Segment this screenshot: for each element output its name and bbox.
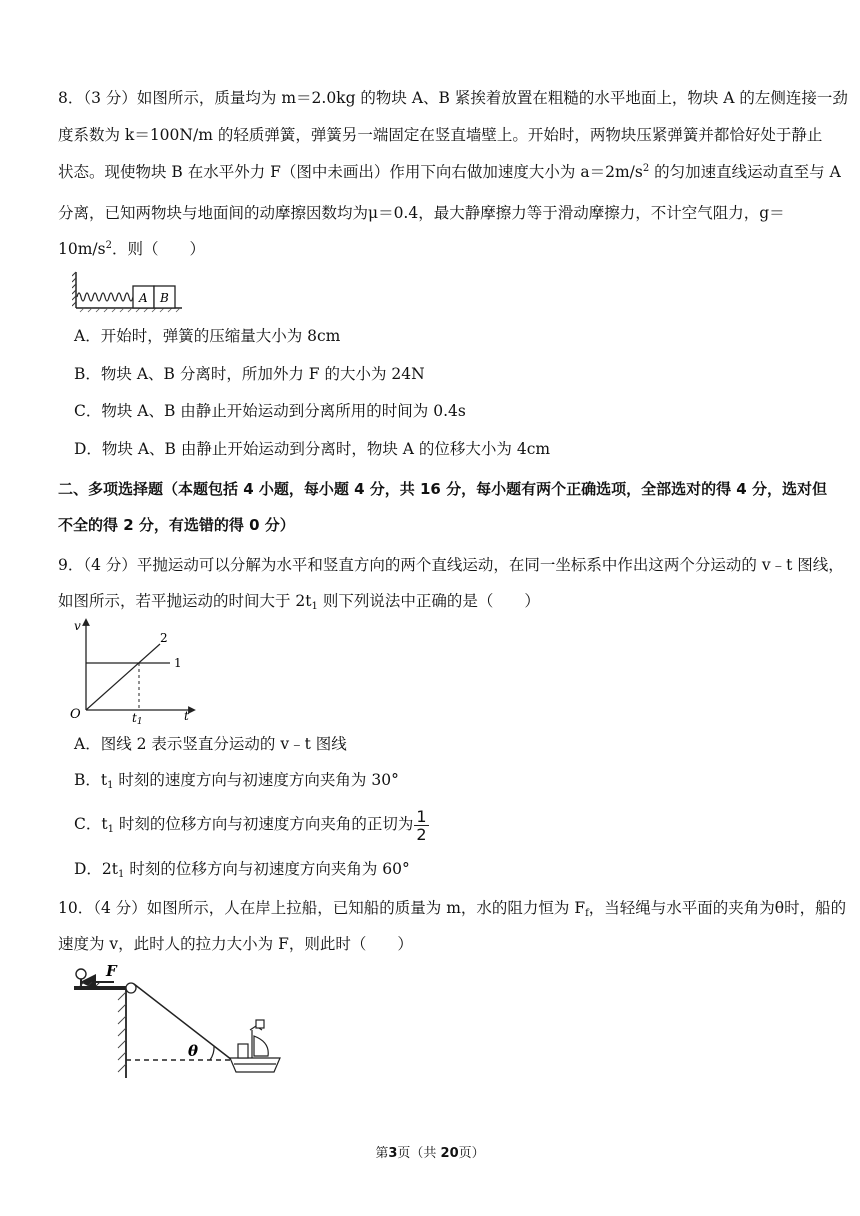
- q9-option-a: A．图线 2 表示竖直分运动的 v﹣t 图线: [74, 735, 347, 753]
- block-b-label: B: [160, 291, 169, 305]
- q10-line-1: 10．（4 分）如图所示，人在岸上拉船，已知船的质量为 m，水的阻力恒为 $F_f$，当轻绳与水平面的夹角为θ时，船的: [58, 899, 847, 919]
- q9-vt-graph: [68, 616, 198, 724]
- block-a-label: A: [139, 291, 148, 305]
- q8-option-a: A．开始时，弹簧的压缩量大小为 8cm: [74, 327, 341, 345]
- q8-option-b: B．物块 A、B 分离时，所加外力 F 的大小为 24N: [74, 365, 425, 383]
- q8-option-c: C．物块 A、B 由静止开始运动到分离所用的时间为 0.4s: [74, 402, 466, 420]
- q8-spring-figure: [72, 270, 184, 314]
- force-label: F: [106, 962, 117, 980]
- q9-option-b: B．$t_1$ 时刻的速度方向与初速度方向夹角为 30°: [74, 771, 399, 791]
- line-2-label: 2: [160, 631, 168, 645]
- angle-label: θ: [188, 1042, 199, 1060]
- q8-line-3: 状态。现使物块 B 在水平外力 F（图中未画出）作用下向右做加速度大小为 $a=2m/s^2$ 的匀加速直线运动直至与 A: [58, 163, 841, 181]
- wall-hatching: [72, 272, 76, 308]
- rope: [134, 984, 232, 1060]
- wall-hatching: [118, 992, 126, 1072]
- fraction-one-half: $\frac{1}{2}$: [416, 806, 427, 844]
- q8-line-5: $10m/s^2$．则（ ）: [58, 240, 205, 258]
- q8-line-4: 分离，已知两物块与地面间的动摩擦因数均为μ＝0.4，最大静摩擦力等于滑动摩擦力，不计空气阻力，g＝: [58, 204, 785, 222]
- q9-option-d: D．$2t_1$ 时刻的位移方向与初速度方向夹角为 60°: [74, 860, 410, 880]
- q8-line-1: 8．（3 分）如图所示，质量均为 m＝2.0kg 的物块 A、B 紧挨着放置在粗糙的水平地面上，物块 A 的左侧连接一劲: [58, 89, 848, 107]
- q10-line-2: 速度为 v，此时人的拉力大小为 F，则此时（ ）: [58, 935, 413, 953]
- t1-label: t1: [132, 711, 143, 724]
- shore-top: [74, 986, 130, 990]
- q8-option-d: D．物块 A、B 由静止开始运动到分离时，物块 A 的位移大小为 4cm: [74, 440, 551, 458]
- spring-coil: [77, 293, 141, 301]
- t-axis-label: t: [184, 709, 189, 723]
- line-1-label: 1: [174, 656, 182, 670]
- person-icon: [76, 969, 86, 979]
- section2-heading-line-1: 二、多项选择题（本题包括 4 小题，每小题 4 分，共 16 分，每小题有两个正确选项，全部选对的得 4 分，选对但: [58, 480, 827, 498]
- section2-heading-line-2: 不全的得 2 分，有选错的得 0 分）: [58, 516, 295, 534]
- q9-option-c: C．$t_1$ 时刻的位移方向与初速度方向夹角的正切为 $\frac{1}{2}$: [74, 806, 427, 844]
- boat-icon: [230, 1020, 280, 1072]
- q9-line-2: 如图所示，若平抛运动的时间大于 $2t_1$ 则下列说法中正确的是（ ）: [58, 592, 540, 612]
- v-axis-label: v: [74, 619, 81, 633]
- origin-label: O: [70, 707, 81, 722]
- angle-arc: [210, 1046, 214, 1060]
- page-footer: 第3页（共 20页）: [375, 1146, 485, 1161]
- q10-boat-figure: [70, 960, 290, 1084]
- q8-line-2: 度系数为 k＝100N/m 的轻质弹簧，弹簧另一端固定在竖直墙壁上。开始时，两物块压紧弹簧并都恰好处于静止: [58, 126, 823, 144]
- graph-line-2: [86, 644, 160, 710]
- q9-line-1: 9．（4 分）平抛运动可以分解为水平和竖直方向的两个直线运动，在同一坐标系中作出这两个分运动的 v﹣t 图线，: [58, 556, 844, 574]
